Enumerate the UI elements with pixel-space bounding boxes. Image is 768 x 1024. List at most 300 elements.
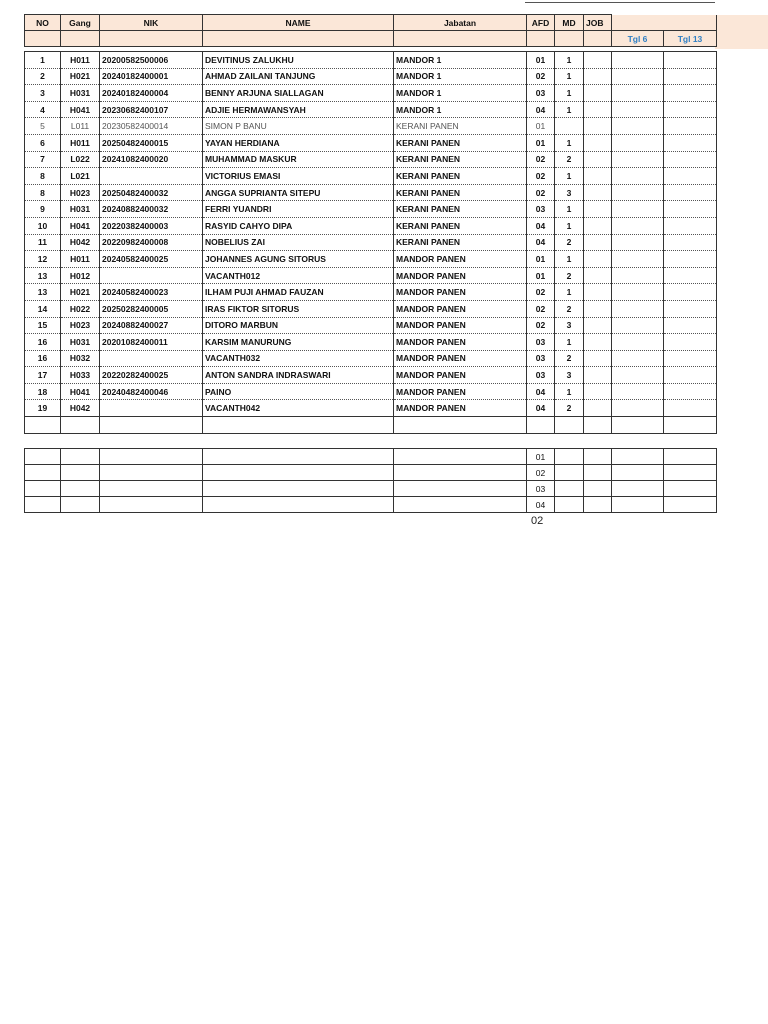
row-no[interactable]: 9	[25, 201, 61, 218]
row-nik[interactable]	[100, 350, 203, 367]
row-name[interactable]: NOBELIUS ZAI	[203, 234, 394, 251]
row-empty-cell[interactable]	[664, 234, 717, 251]
row-empty-cell[interactable]	[664, 267, 717, 284]
row-afd[interactable]: 04	[527, 400, 555, 417]
row-empty-cell[interactable]	[664, 251, 717, 268]
row-name[interactable]: FERRI YUANDRI	[203, 201, 394, 218]
row-empty-cell[interactable]	[612, 400, 664, 417]
row-md[interactable]: 1	[555, 201, 584, 218]
row-jabatan[interactable]: MANDOR PANEN	[394, 334, 527, 351]
row-gang[interactable]: H011	[61, 251, 100, 268]
row-jabatan[interactable]: KERANI PANEN	[394, 184, 527, 201]
row-md[interactable]: 2	[555, 234, 584, 251]
table-row[interactable]	[25, 118, 717, 135]
row-md[interactable]: 1	[555, 284, 584, 301]
row-no[interactable]: 3	[25, 85, 61, 102]
row-name[interactable]: ILHAM PUJI AHMAD FAUZAN	[203, 284, 394, 301]
summary-empty-cell[interactable]	[61, 481, 100, 497]
row-jabatan[interactable]: MANDOR PANEN	[394, 350, 527, 367]
table-row[interactable]	[25, 151, 717, 168]
row-empty-cell[interactable]	[664, 68, 717, 85]
row-name[interactable]: VICTORIUS EMASI	[203, 168, 394, 185]
summary-empty-cell[interactable]	[25, 481, 61, 497]
row-empty-cell[interactable]	[612, 168, 664, 185]
summary-empty-cell[interactable]	[394, 497, 527, 513]
row-no[interactable]: 16	[25, 334, 61, 351]
row-empty-cell[interactable]	[664, 317, 717, 334]
row-nik[interactable]: 20240882400027	[100, 317, 203, 334]
row-nik[interactable]: 20201082400011	[100, 334, 203, 351]
summary-empty-cell[interactable]	[61, 449, 100, 465]
row-gang[interactable]: H021	[61, 68, 100, 85]
row-empty-cell[interactable]	[584, 118, 612, 135]
row-gang[interactable]: H041	[61, 101, 100, 118]
row-empty-cell[interactable]	[527, 417, 555, 434]
row-afd[interactable]: 03	[527, 85, 555, 102]
summary-empty-cell[interactable]	[584, 465, 612, 481]
row-no[interactable]: 13	[25, 267, 61, 284]
summary-empty-cell[interactable]	[25, 449, 61, 465]
row-no[interactable]: 12	[25, 251, 61, 268]
row-md[interactable]: 2	[555, 400, 584, 417]
row-jabatan[interactable]: MANDOR PANEN	[394, 300, 527, 317]
row-name[interactable]: SIMON P BANU	[203, 118, 394, 135]
summary-empty-cell[interactable]	[394, 465, 527, 481]
row-no[interactable]: 13	[25, 284, 61, 301]
row-afd[interactable]: 01	[527, 134, 555, 151]
row-no[interactable]: 8	[25, 168, 61, 185]
row-gang[interactable]: H032	[61, 350, 100, 367]
row-afd[interactable]: 01	[527, 251, 555, 268]
summary-afd[interactable]: 01	[527, 449, 555, 465]
row-empty-cell[interactable]	[61, 417, 100, 434]
row-md[interactable]: 1	[555, 334, 584, 351]
row-empty-cell[interactable]	[612, 251, 664, 268]
row-name[interactable]: ANGGA SUPRIANTA SITEPU	[203, 184, 394, 201]
row-empty-cell[interactable]	[664, 201, 717, 218]
row-empty-cell[interactable]	[664, 417, 717, 434]
row-afd[interactable]: 03	[527, 367, 555, 384]
summary-empty-cell[interactable]	[612, 449, 664, 465]
row-empty-cell[interactable]	[612, 383, 664, 400]
row-no[interactable]: 16	[25, 350, 61, 367]
row-jabatan[interactable]: MANDOR PANEN	[394, 284, 527, 301]
row-md[interactable]: 1	[555, 383, 584, 400]
row-empty-cell[interactable]	[100, 417, 203, 434]
row-empty-cell[interactable]	[584, 367, 612, 384]
summary-row[interactable]	[25, 497, 717, 513]
row-gang[interactable]: H012	[61, 267, 100, 284]
row-md[interactable]: 3	[555, 184, 584, 201]
summary-empty-cell[interactable]	[584, 481, 612, 497]
row-md[interactable]	[555, 118, 584, 135]
row-jabatan[interactable]: MANDOR PANEN	[394, 317, 527, 334]
row-empty-cell[interactable]	[612, 151, 664, 168]
row-afd[interactable]: 03	[527, 334, 555, 351]
row-jabatan[interactable]: KERANI PANEN	[394, 134, 527, 151]
row-empty-cell[interactable]	[612, 334, 664, 351]
row-empty-cell[interactable]	[394, 417, 527, 434]
summary-empty-cell[interactable]	[664, 497, 717, 513]
table-row[interactable]	[25, 134, 717, 151]
row-afd[interactable]: 02	[527, 68, 555, 85]
row-nik[interactable]: 20250282400005	[100, 300, 203, 317]
row-name[interactable]: MUHAMMAD MASKUR	[203, 151, 394, 168]
row-jabatan[interactable]: KERANI PANEN	[394, 118, 527, 135]
row-no[interactable]: 14	[25, 300, 61, 317]
row-empty-cell[interactable]	[664, 334, 717, 351]
row-no[interactable]: 2	[25, 68, 61, 85]
row-empty-cell[interactable]	[25, 417, 61, 434]
row-gang[interactable]: H021	[61, 284, 100, 301]
summary-empty-cell[interactable]	[203, 481, 394, 497]
row-gang[interactable]: H031	[61, 201, 100, 218]
row-gang[interactable]: H031	[61, 85, 100, 102]
summary-empty-cell[interactable]	[100, 497, 203, 513]
summary-afd[interactable]: 02	[527, 465, 555, 481]
row-md[interactable]: 1	[555, 251, 584, 268]
row-empty-cell[interactable]	[612, 201, 664, 218]
row-md[interactable]: 2	[555, 300, 584, 317]
table-row[interactable]	[25, 383, 717, 400]
table-row[interactable]	[25, 350, 717, 367]
summary-row[interactable]	[25, 449, 717, 465]
row-empty-cell[interactable]	[612, 184, 664, 201]
row-empty-cell[interactable]	[584, 417, 612, 434]
table-row[interactable]	[25, 300, 717, 317]
summary-empty-cell[interactable]	[612, 497, 664, 513]
row-empty-cell[interactable]	[612, 284, 664, 301]
row-nik[interactable]: 20220282400025	[100, 367, 203, 384]
row-empty-cell[interactable]	[584, 101, 612, 118]
row-name[interactable]: VACANTH032	[203, 350, 394, 367]
row-nik[interactable]: 20240582400025	[100, 251, 203, 268]
row-empty-cell[interactable]	[584, 284, 612, 301]
summary-empty-cell[interactable]	[25, 497, 61, 513]
row-empty-cell[interactable]	[664, 217, 717, 234]
row-empty-cell[interactable]	[664, 85, 717, 102]
row-no[interactable]: 7	[25, 151, 61, 168]
row-jabatan[interactable]: KERANI PANEN	[394, 201, 527, 218]
row-empty-cell[interactable]	[612, 350, 664, 367]
row-no[interactable]: 11	[25, 234, 61, 251]
row-afd[interactable]: 02	[527, 300, 555, 317]
row-gang[interactable]: H033	[61, 367, 100, 384]
table-row[interactable]	[25, 201, 717, 218]
table-row[interactable]	[25, 168, 717, 185]
summary-empty-cell[interactable]	[584, 449, 612, 465]
row-gang[interactable]: H041	[61, 383, 100, 400]
summary-empty-cell[interactable]	[100, 465, 203, 481]
row-nik[interactable]: 20230682400107	[100, 101, 203, 118]
row-nik[interactable]	[100, 168, 203, 185]
row-empty-cell[interactable]	[584, 334, 612, 351]
row-empty-cell[interactable]	[612, 217, 664, 234]
row-no[interactable]: 1	[25, 52, 61, 69]
row-empty-cell[interactable]	[664, 300, 717, 317]
row-afd[interactable]: 02	[527, 317, 555, 334]
summary-empty-cell[interactable]	[25, 465, 61, 481]
row-gang[interactable]: H041	[61, 217, 100, 234]
row-afd[interactable]: 01	[527, 118, 555, 135]
row-no[interactable]: 6	[25, 134, 61, 151]
row-md[interactable]: 1	[555, 217, 584, 234]
row-gang[interactable]: L021	[61, 168, 100, 185]
summary-empty-cell[interactable]	[555, 497, 584, 513]
row-md[interactable]: 3	[555, 367, 584, 384]
summary-row[interactable]	[25, 465, 717, 481]
row-md[interactable]: 1	[555, 52, 584, 69]
row-afd[interactable]: 04	[527, 217, 555, 234]
row-gang[interactable]: H022	[61, 300, 100, 317]
row-empty-cell[interactable]	[664, 184, 717, 201]
row-nik[interactable]: 20240882400032	[100, 201, 203, 218]
table-row[interactable]	[25, 101, 717, 118]
row-empty-cell[interactable]	[612, 85, 664, 102]
row-jabatan[interactable]: MANDOR 1	[394, 68, 527, 85]
row-empty-cell[interactable]	[612, 234, 664, 251]
row-empty-cell[interactable]	[664, 118, 717, 135]
row-name[interactable]: DITORO MARBUN	[203, 317, 394, 334]
summary-empty-cell[interactable]	[61, 497, 100, 513]
row-empty-cell[interactable]	[584, 217, 612, 234]
row-empty-cell[interactable]	[612, 267, 664, 284]
row-afd[interactable]: 01	[527, 52, 555, 69]
row-empty-cell[interactable]	[584, 52, 612, 69]
row-md[interactable]: 1	[555, 168, 584, 185]
table-row[interactable]	[25, 68, 717, 85]
row-empty-cell[interactable]	[664, 168, 717, 185]
summary-afd[interactable]: 04	[527, 497, 555, 513]
table-row-empty[interactable]	[25, 417, 717, 434]
row-empty-cell[interactable]	[612, 52, 664, 69]
row-empty-cell[interactable]	[664, 350, 717, 367]
row-empty-cell[interactable]	[584, 85, 612, 102]
summary-empty-cell[interactable]	[664, 449, 717, 465]
row-nik[interactable]: 20240182400001	[100, 68, 203, 85]
row-nik[interactable]: 20250482400015	[100, 134, 203, 151]
row-empty-cell[interactable]	[555, 417, 584, 434]
row-no[interactable]: 17	[25, 367, 61, 384]
table-row[interactable]	[25, 284, 717, 301]
row-gang[interactable]: L022	[61, 151, 100, 168]
table-row[interactable]	[25, 317, 717, 334]
date-header-tgl-13: Tgl 13	[664, 31, 717, 47]
col-header-md: MD	[555, 15, 584, 31]
row-empty-cell[interactable]	[664, 383, 717, 400]
row-afd[interactable]: 02	[527, 184, 555, 201]
row-empty-cell[interactable]	[584, 317, 612, 334]
row-empty-cell[interactable]	[584, 300, 612, 317]
row-name[interactable]: ADJIE HERMAWANSYAH	[203, 101, 394, 118]
row-gang[interactable]: H023	[61, 317, 100, 334]
row-afd[interactable]: 04	[527, 101, 555, 118]
row-jabatan[interactable]: MANDOR PANEN	[394, 400, 527, 417]
summary-empty-cell[interactable]	[664, 481, 717, 497]
summary-empty-cell[interactable]	[61, 465, 100, 481]
row-empty-cell[interactable]	[612, 68, 664, 85]
row-nik[interactable]: 20230582400014	[100, 118, 203, 135]
row-jabatan[interactable]: KERANI PANEN	[394, 168, 527, 185]
row-afd[interactable]: 03	[527, 350, 555, 367]
row-gang[interactable]: H042	[61, 400, 100, 417]
row-empty-cell[interactable]	[612, 101, 664, 118]
row-empty-cell[interactable]	[584, 383, 612, 400]
row-nik[interactable]	[100, 400, 203, 417]
row-no[interactable]: 19	[25, 400, 61, 417]
row-empty-cell[interactable]	[664, 101, 717, 118]
row-gang[interactable]: H023	[61, 184, 100, 201]
table-row[interactable]	[25, 251, 717, 268]
row-jabatan[interactable]: KERANI PANEN	[394, 151, 527, 168]
row-gang[interactable]: L011	[61, 118, 100, 135]
row-nik[interactable]: 20240482400046	[100, 383, 203, 400]
row-name[interactable]: VACANTH042	[203, 400, 394, 417]
table-row[interactable]	[25, 400, 717, 417]
row-empty-cell[interactable]	[664, 134, 717, 151]
row-name[interactable]: BENNY ARJUNA SIALLAGAN	[203, 85, 394, 102]
row-md[interactable]: 2	[555, 151, 584, 168]
row-empty-cell[interactable]	[612, 300, 664, 317]
row-no[interactable]: 5	[25, 118, 61, 135]
row-name[interactable]: DEVITINUS ZALUKHU	[203, 52, 394, 69]
row-empty-cell[interactable]	[612, 417, 664, 434]
row-gang[interactable]: H042	[61, 234, 100, 251]
table-row[interactable]	[25, 267, 717, 284]
row-empty-cell[interactable]	[584, 201, 612, 218]
row-no[interactable]: 4	[25, 101, 61, 118]
row-afd[interactable]: 02	[527, 284, 555, 301]
row-empty-cell[interactable]	[584, 350, 612, 367]
row-afd[interactable]: 01	[527, 267, 555, 284]
row-empty-cell[interactable]	[584, 151, 612, 168]
row-name[interactable]: VACANTH012	[203, 267, 394, 284]
row-empty-cell[interactable]	[664, 367, 717, 384]
table-row[interactable]	[25, 184, 717, 201]
row-md[interactable]: 2	[555, 267, 584, 284]
summary-afd[interactable]: 03	[527, 481, 555, 497]
summary-row[interactable]	[25, 481, 717, 497]
row-afd[interactable]: 04	[527, 383, 555, 400]
row-afd[interactable]: 03	[527, 201, 555, 218]
row-md[interactable]: 2	[555, 350, 584, 367]
row-nik[interactable]: 20240582400023	[100, 284, 203, 301]
row-md[interactable]: 1	[555, 134, 584, 151]
row-gang[interactable]: H011	[61, 134, 100, 151]
row-nik[interactable]: 20200582500006	[100, 52, 203, 69]
row-empty-cell[interactable]	[584, 234, 612, 251]
row-nik[interactable]: 20220982400008	[100, 234, 203, 251]
row-nik[interactable]: 20220382400003	[100, 217, 203, 234]
table-row[interactable]	[25, 334, 717, 351]
row-empty-cell[interactable]	[584, 400, 612, 417]
summary-empty-cell[interactable]	[394, 481, 527, 497]
table-row[interactable]	[25, 367, 717, 384]
row-empty-cell[interactable]	[203, 417, 394, 434]
row-name[interactable]: IRAS FIKTOR SITORUS	[203, 300, 394, 317]
summary-empty-cell[interactable]	[584, 497, 612, 513]
row-empty-cell[interactable]	[664, 151, 717, 168]
row-name[interactable]: JOHANNES AGUNG SITORUS	[203, 251, 394, 268]
row-empty-cell[interactable]	[664, 400, 717, 417]
row-no[interactable]: 15	[25, 317, 61, 334]
row-nik[interactable]: 20240182400004	[100, 85, 203, 102]
row-jabatan[interactable]: MANDOR 1	[394, 101, 527, 118]
row-no[interactable]: 10	[25, 217, 61, 234]
summary-empty-cell[interactable]	[100, 481, 203, 497]
row-empty-cell[interactable]	[584, 267, 612, 284]
table-row[interactable]	[25, 52, 717, 69]
summary-empty-cell[interactable]	[664, 465, 717, 481]
row-empty-cell[interactable]	[584, 134, 612, 151]
row-empty-cell[interactable]	[612, 134, 664, 151]
table-row[interactable]	[25, 234, 717, 251]
summary-empty-cell[interactable]	[612, 465, 664, 481]
row-md[interactable]: 1	[555, 85, 584, 102]
summary-empty-cell[interactable]	[394, 449, 527, 465]
row-afd[interactable]: 04	[527, 234, 555, 251]
summary-empty-cell[interactable]	[555, 465, 584, 481]
row-afd[interactable]: 02	[527, 151, 555, 168]
row-empty-cell[interactable]	[584, 68, 612, 85]
table-row[interactable]	[25, 217, 717, 234]
row-empty-cell[interactable]	[612, 367, 664, 384]
row-md[interactable]: 3	[555, 317, 584, 334]
row-jabatan[interactable]: MANDOR 1	[394, 52, 527, 69]
summary-empty-cell[interactable]	[612, 481, 664, 497]
row-jabatan[interactable]: MANDOR PANEN	[394, 383, 527, 400]
summary-empty-cell[interactable]	[100, 449, 203, 465]
summary-empty-cell[interactable]	[203, 449, 394, 465]
row-md[interactable]: 1	[555, 101, 584, 118]
row-empty-cell[interactable]	[584, 184, 612, 201]
afd-summary-table	[24, 448, 717, 513]
table-row[interactable]	[25, 85, 717, 102]
row-nik[interactable]: 20250482400032	[100, 184, 203, 201]
row-nik[interactable]: 20241082400020	[100, 151, 203, 168]
row-name[interactable]: ANTON SANDRA INDRASWARI	[203, 367, 394, 384]
row-no[interactable]: 8	[25, 184, 61, 201]
summary-empty-cell[interactable]	[555, 481, 584, 497]
summary-empty-cell[interactable]	[203, 497, 394, 513]
row-gang[interactable]: H011	[61, 52, 100, 69]
row-nik[interactable]	[100, 267, 203, 284]
row-name[interactable]: AHMAD ZAILANI TANJUNG	[203, 68, 394, 85]
row-md[interactable]: 1	[555, 68, 584, 85]
row-no[interactable]: 18	[25, 383, 61, 400]
row-empty-cell[interactable]	[664, 52, 717, 69]
row-jabatan[interactable]: MANDOR 1	[394, 85, 527, 102]
row-jabatan[interactable]: MANDOR PANEN	[394, 251, 527, 268]
row-jabatan[interactable]: KERANI PANEN	[394, 217, 527, 234]
row-jabatan[interactable]: MANDOR PANEN	[394, 367, 527, 384]
summary-empty-cell[interactable]	[203, 465, 394, 481]
row-jabatan[interactable]: KERANI PANEN	[394, 234, 527, 251]
row-empty-cell[interactable]	[612, 118, 664, 135]
row-jabatan[interactable]: MANDOR PANEN	[394, 267, 527, 284]
row-empty-cell[interactable]	[664, 284, 717, 301]
row-empty-cell[interactable]	[584, 168, 612, 185]
row-afd[interactable]: 02	[527, 168, 555, 185]
row-empty-cell[interactable]	[612, 317, 664, 334]
row-name[interactable]: KARSIM MANURUNG	[203, 334, 394, 351]
row-name[interactable]: RASYID CAHYO DIPA	[203, 217, 394, 234]
row-empty-cell[interactable]	[584, 251, 612, 268]
summary-empty-cell[interactable]	[555, 449, 584, 465]
row-name[interactable]: YAYAN HERDIANA	[203, 134, 394, 151]
row-name[interactable]: PAINO	[203, 383, 394, 400]
row-gang[interactable]: H031	[61, 334, 100, 351]
